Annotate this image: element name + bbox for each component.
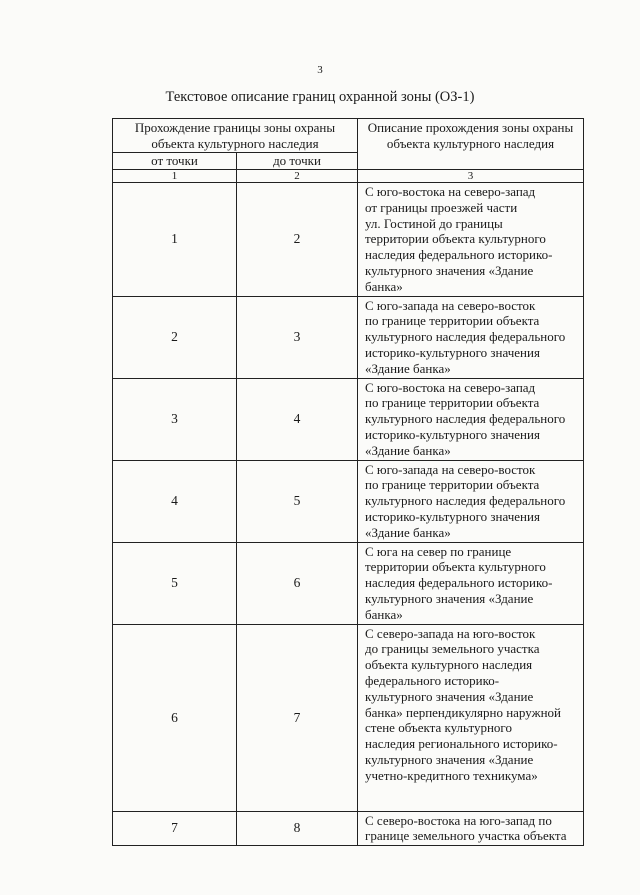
description-line: С юго-запада на северо-восток xyxy=(365,297,536,313)
description-line: культурного значения «Здание xyxy=(365,751,534,767)
description-line: банка» xyxy=(365,278,403,294)
page-number: 3 xyxy=(317,64,323,76)
description-line: С юго-востока на северо-запад xyxy=(365,184,536,199)
table-row xyxy=(113,811,584,846)
from-point-cell: 3 xyxy=(113,378,237,460)
description-line: наследия федерального историко- xyxy=(365,247,553,263)
description-line: С юга на север по границе xyxy=(365,543,512,559)
table-row xyxy=(113,183,584,297)
column-number-3: 3 xyxy=(358,170,584,183)
description-line: по границе территории объекта xyxy=(365,477,540,493)
description-line: по границе территории объекта xyxy=(365,313,540,329)
description-line: объекта культурного наследия xyxy=(365,657,533,673)
description-line: банка» перпендикулярно наружной xyxy=(365,704,561,720)
description-line: историко-культурного значения xyxy=(365,344,540,360)
description-line: наследия регионального историко- xyxy=(365,736,558,752)
to-point-cell: 8 xyxy=(237,811,358,846)
to-point-cell: 4 xyxy=(237,378,358,460)
description-line: границе земельного участка объекта xyxy=(365,828,567,844)
description-line: учетно-кредитного техникума» xyxy=(365,767,538,783)
from-point-cell: 1 xyxy=(113,183,237,297)
from-point-cell: 7 xyxy=(113,811,237,846)
description-line: до границы земельного участка xyxy=(365,641,540,657)
description-line: С северо-запада на юго-восток xyxy=(365,625,536,641)
from-point-cell: 4 xyxy=(113,460,237,542)
description-line: наследия федерального историко- xyxy=(365,575,553,591)
to-point-cell: 7 xyxy=(237,624,358,811)
header-to-point: до точки xyxy=(237,153,358,170)
description-line: историко-культурного значения xyxy=(365,508,540,524)
description-line: С юго-запада на северо-восток xyxy=(365,461,536,477)
description-cell xyxy=(358,542,584,624)
description-line: федерального историко- xyxy=(365,672,500,688)
column-number-1: 1 xyxy=(113,170,237,183)
table-body xyxy=(113,183,584,846)
description-line: «Здание банка» xyxy=(365,524,451,540)
description-line: культурного значения «Здание xyxy=(365,688,534,704)
table-row xyxy=(113,624,584,811)
description-line: С юго-востока на северо-запад xyxy=(365,379,536,395)
from-point-cell: 2 xyxy=(113,296,237,378)
description-cell xyxy=(358,183,584,297)
to-point-cell: 5 xyxy=(237,460,358,542)
boundary-description-table xyxy=(112,118,584,846)
header-description: Описание прохождения зоны охраны объекта культурного наследия xyxy=(358,119,584,170)
document-title: Текстовое описание границ охранной зоны (ОЗ-1) xyxy=(165,89,475,105)
description-line: банка» xyxy=(365,606,403,622)
description-line: культурного значения «Здание xyxy=(365,590,534,606)
description-cell xyxy=(358,811,584,846)
description-line: С северо-востока на юго-запад по xyxy=(365,812,552,828)
description-cell xyxy=(358,378,584,460)
column-number-2: 2 xyxy=(237,170,358,183)
description-line: по границе территории объекта xyxy=(365,395,540,411)
header-boundary-passage: Прохождение границы зоны охраны объекта культурного наследия xyxy=(113,119,358,153)
description-line: стене объекта культурного xyxy=(365,720,512,736)
description-line: культурного наследия федерального xyxy=(365,329,566,345)
description-cell xyxy=(358,624,584,811)
description-cell xyxy=(358,296,584,378)
description-line: культурного наследия федерального xyxy=(365,411,566,427)
description-line: территории объекта культурного xyxy=(365,231,546,247)
description-line: «Здание банка» xyxy=(365,442,451,458)
table-row xyxy=(113,296,584,378)
table-row xyxy=(113,542,584,624)
description-line: от границы проезжей части xyxy=(365,199,518,215)
from-point-cell: 6 xyxy=(113,624,237,811)
to-point-cell: 6 xyxy=(237,542,358,624)
description-line: историко-культурного значения xyxy=(365,426,540,442)
to-point-cell: 2 xyxy=(237,183,358,297)
table-row xyxy=(113,460,584,542)
header-from-point: от точки xyxy=(113,153,237,170)
table-row xyxy=(113,378,584,460)
description-line: ул. Гостиной до границы xyxy=(365,215,503,231)
description-cell xyxy=(358,460,584,542)
description-line: культурного наследия федерального xyxy=(365,493,566,509)
description-line: «Здание банка» xyxy=(365,360,451,376)
to-point-cell: 3 xyxy=(237,296,358,378)
description-line: территории объекта культурного xyxy=(365,559,546,575)
from-point-cell: 5 xyxy=(113,542,237,624)
description-line: культурного значения «Здание xyxy=(365,262,534,278)
